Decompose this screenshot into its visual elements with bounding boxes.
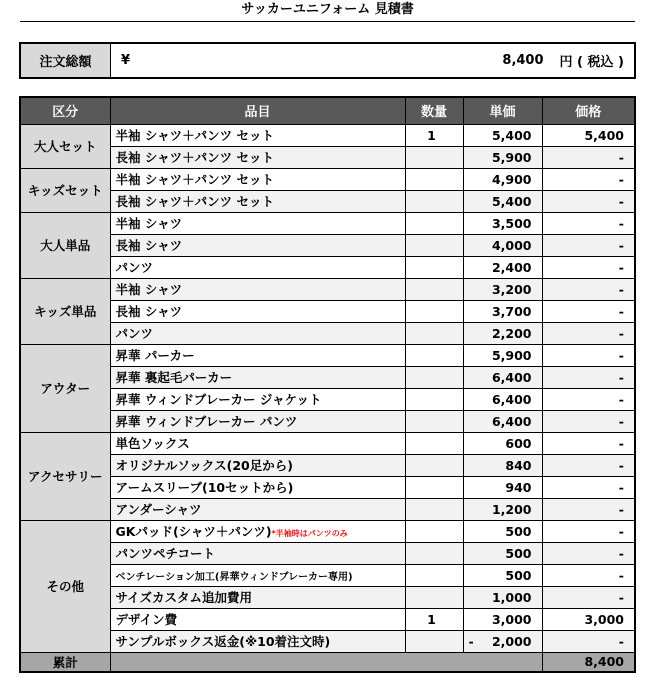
item-name: 半袖 シャツ — [115, 282, 183, 297]
item-cell — [110, 432, 405, 454]
item-name: サイズカスタム追加費用 — [115, 590, 253, 605]
item-name: GKパッド(シャツ＋パンツ) — [115, 524, 272, 539]
unit-price-value: 2,000 — [491, 633, 532, 649]
price-cell: - — [542, 212, 635, 234]
header-price: 価格 — [542, 97, 635, 124]
table-row — [20, 520, 635, 542]
table-row — [20, 234, 635, 256]
table-row — [20, 278, 635, 300]
unit-price-cell: 6,400 — [463, 388, 542, 410]
price-cell: - — [542, 542, 635, 564]
item-name: 長袖 シャツ＋パンツ セット — [115, 194, 274, 209]
item-name: アンダーシャツ — [115, 502, 202, 517]
unit-price-cell: 6,400 — [463, 410, 542, 432]
order-total-label: 注文総額 — [21, 44, 111, 77]
table-row — [20, 366, 635, 388]
unit-price-cell: 2,200 — [463, 322, 542, 344]
price-cell: - — [542, 410, 635, 432]
qty-cell[interactable] — [405, 586, 463, 608]
unit-price-cell: 600 — [463, 432, 542, 454]
item-cell — [110, 630, 405, 652]
unit-price-cell: 6,400 — [463, 366, 542, 388]
category-cell: 大人セット — [20, 124, 110, 168]
price-cell: - — [542, 146, 635, 168]
price-cell: - — [542, 278, 635, 300]
category-cell: その他 — [20, 520, 110, 652]
unit-price-cell: 5,900 — [463, 146, 542, 168]
table-row — [20, 432, 635, 454]
qty-cell[interactable] — [405, 498, 463, 520]
item-name: 半袖 シャツ＋パンツ セット — [115, 172, 274, 187]
order-total-box — [19, 42, 636, 79]
header-unit-price: 単価 — [463, 97, 542, 124]
qty-cell[interactable] — [405, 168, 463, 190]
item-cell — [110, 410, 405, 432]
table-row — [20, 168, 635, 190]
unit-price-cell: 500 — [463, 520, 542, 542]
price-cell: - — [542, 586, 635, 608]
table-row — [20, 190, 635, 212]
table-row — [20, 608, 635, 630]
item-cell — [110, 344, 405, 366]
qty-cell[interactable] — [405, 366, 463, 388]
qty-cell[interactable] — [405, 520, 463, 542]
category-cell: キッズセット — [20, 168, 110, 212]
item-cell — [110, 366, 405, 388]
item-cell — [110, 256, 405, 278]
order-total-amount: 8,400 — [502, 53, 544, 68]
price-cell: - — [542, 256, 635, 278]
qty-cell[interactable] — [405, 300, 463, 322]
unit-price-cell: 5,400 — [463, 124, 542, 146]
item-cell — [110, 608, 405, 630]
qty-cell[interactable] — [405, 564, 463, 586]
item-cell — [110, 520, 405, 542]
item-cell — [110, 146, 405, 168]
unit-price-cell: 3,000 — [463, 608, 542, 630]
unit-price-cell: 3,200 — [463, 278, 542, 300]
unit-price-cell: 940 — [463, 476, 542, 498]
unit-price-cell: 2,400 — [463, 256, 542, 278]
price-cell: - — [542, 366, 635, 388]
unit-price-cell: 500 — [463, 564, 542, 586]
item-name: 昇華 ウィンドブレーカー ジャケット — [115, 392, 322, 407]
price-cell: - — [542, 234, 635, 256]
item-name: 昇華 裏起毛パーカー — [115, 370, 233, 385]
category-cell: 大人単品 — [20, 212, 110, 278]
unit-price-cell: 5,900 — [463, 344, 542, 366]
table-row — [20, 542, 635, 564]
total-value: 8,400 — [542, 652, 635, 672]
price-cell: - — [542, 476, 635, 498]
item-name: パンツ — [115, 260, 154, 275]
item-name: 昇華 ウィンドブレーカー パンツ — [115, 414, 298, 429]
qty-cell[interactable]: 1 — [405, 608, 463, 630]
table-row — [20, 212, 635, 234]
item-name: 長袖 シャツ — [115, 238, 183, 253]
item-cell — [110, 454, 405, 476]
item-cell — [110, 564, 405, 586]
table-row — [20, 630, 635, 652]
negative-sign: - — [468, 633, 474, 649]
item-name: 昇華 パーカー — [115, 348, 195, 363]
item-cell — [110, 388, 405, 410]
table-row — [20, 388, 635, 410]
table-row — [20, 124, 635, 146]
qty-cell[interactable] — [405, 410, 463, 432]
table-row — [20, 454, 635, 476]
price-cell: - — [542, 520, 635, 542]
category-cell: アクセサリー — [20, 432, 110, 520]
item-cell — [110, 542, 405, 564]
qty-cell[interactable] — [405, 278, 463, 300]
header-item: 品目 — [110, 97, 405, 124]
item-name: パンツペチコート — [115, 546, 216, 561]
qty-cell[interactable] — [405, 146, 463, 168]
item-name: デザイン費 — [115, 612, 178, 627]
price-cell: - — [542, 168, 635, 190]
qty-cell[interactable] — [405, 190, 463, 212]
unit-price-cell: 840 — [463, 454, 542, 476]
item-cell — [110, 168, 405, 190]
unit-price-cell: 1,000 — [463, 586, 542, 608]
item-cell — [110, 190, 405, 212]
item-cell — [110, 212, 405, 234]
table-row — [20, 256, 635, 278]
unit-price-cell: 4,900 — [463, 168, 542, 190]
qty-cell[interactable] — [405, 212, 463, 234]
header-qty: 数量 — [405, 97, 463, 124]
price-cell: - — [542, 190, 635, 212]
table-row — [20, 344, 635, 366]
qty-cell[interactable] — [405, 388, 463, 410]
item-cell — [110, 586, 405, 608]
category-cell: アウター — [20, 344, 110, 432]
qty-cell[interactable] — [405, 256, 463, 278]
item-name: 半袖 シャツ＋パンツ セット — [115, 128, 274, 143]
item-cell — [110, 498, 405, 520]
qty-cell[interactable] — [405, 344, 463, 366]
qty-cell[interactable]: 1 — [405, 124, 463, 146]
unit-price-cell: 4,000 — [463, 234, 542, 256]
qty-cell[interactable] — [405, 476, 463, 498]
currency-symbol: ¥ — [121, 53, 131, 68]
unit-price-cell: 1,200 — [463, 498, 542, 520]
item-name: 長袖 シャツ＋パンツ セット — [115, 150, 274, 165]
table-row — [20, 498, 635, 520]
item-name: 長袖 シャツ — [115, 304, 183, 319]
total-label: 累計 — [20, 652, 110, 672]
page-title: サッカーユニフォーム 見積書 — [20, 0, 635, 22]
table-row — [20, 410, 635, 432]
qty-cell[interactable] — [405, 454, 463, 476]
item-name: ベンチレーション加工(昇華ウィンドブレーカー専用) — [115, 571, 353, 583]
qty-cell[interactable] — [405, 234, 463, 256]
total-spacer — [110, 652, 542, 672]
item-cell — [110, 322, 405, 344]
item-cell — [110, 234, 405, 256]
item-name: パンツ — [115, 326, 154, 341]
header-category: 区分 — [20, 97, 110, 124]
price-cell: - — [542, 322, 635, 344]
unit-price-cell — [463, 630, 542, 652]
unit-price-cell: 5,400 — [463, 190, 542, 212]
unit-price-cell: 500 — [463, 542, 542, 564]
qty-cell[interactable] — [405, 432, 463, 454]
price-cell: - — [542, 498, 635, 520]
price-cell: - — [542, 454, 635, 476]
order-total-unit: 円 ( 税込 ) — [559, 55, 624, 70]
item-cell — [110, 300, 405, 322]
item-name: オリジナルソックス(20足から) — [115, 458, 293, 473]
estimate-table — [19, 96, 636, 673]
price-cell: - — [542, 564, 635, 586]
price-cell: - — [542, 344, 635, 366]
total-row — [20, 652, 635, 672]
price-cell: - — [542, 388, 635, 410]
item-cell — [110, 124, 405, 146]
table-row — [20, 476, 635, 498]
price-cell: 5,400 — [542, 124, 635, 146]
item-name: アームスリーブ(10セットから) — [115, 480, 294, 495]
price-cell: - — [542, 432, 635, 454]
item-name: 単色ソックス — [115, 436, 190, 451]
item-cell — [110, 476, 405, 498]
category-cell: キッズ単品 — [20, 278, 110, 344]
table-row — [20, 300, 635, 322]
item-name: サンプルボックス返金(※10着注文時) — [115, 634, 331, 649]
table-row — [20, 586, 635, 608]
price-cell: - — [542, 630, 635, 652]
qty-cell[interactable] — [405, 322, 463, 344]
table-row — [20, 564, 635, 586]
unit-price-cell: 3,500 — [463, 212, 542, 234]
unit-price-cell: 3,700 — [463, 300, 542, 322]
table-row — [20, 146, 635, 168]
price-cell: 3,000 — [542, 608, 635, 630]
table-row — [20, 322, 635, 344]
item-note: *半袖時はパンツのみ — [271, 529, 348, 538]
price-cell: - — [542, 300, 635, 322]
qty-cell[interactable] — [405, 542, 463, 564]
item-cell — [110, 278, 405, 300]
item-name: 半袖 シャツ — [115, 216, 183, 231]
qty-cell[interactable] — [405, 630, 463, 652]
